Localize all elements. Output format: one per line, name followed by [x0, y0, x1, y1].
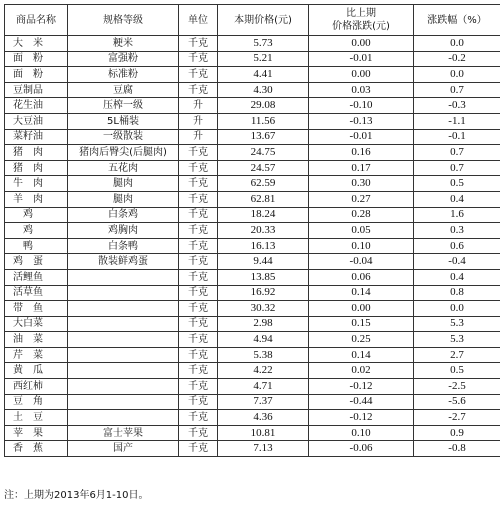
- cell-name: 油 菜: [5, 332, 68, 348]
- cell-name: 大白菜: [5, 316, 68, 332]
- table-row: [5, 254, 500, 270]
- cell-spec: 富士苹果: [68, 425, 179, 441]
- cell-spec: [68, 410, 179, 426]
- cell-pct: -0.2: [414, 51, 500, 67]
- cell-spec: 标准粉: [68, 67, 179, 83]
- table-header-row: [5, 5, 500, 36]
- cell-unit: 千克: [179, 160, 218, 176]
- cell-price: 18.24: [218, 207, 309, 223]
- cell-name: 苹 果: [5, 425, 68, 441]
- cell-change: 0.27: [309, 191, 414, 207]
- cell-spec: 粳米: [68, 36, 179, 52]
- table-row: [5, 160, 500, 176]
- cell-price: 5.21: [218, 51, 309, 67]
- cell-spec: 富强粉: [68, 51, 179, 67]
- cell-price: 29.08: [218, 98, 309, 114]
- cell-change: 0.28: [309, 207, 414, 223]
- cell-unit: 千克: [179, 36, 218, 52]
- cell-pct: -0.4: [414, 254, 500, 270]
- cell-change: 0.02: [309, 363, 414, 379]
- cell-price: 20.33: [218, 223, 309, 239]
- cell-spec: 散装鲜鸡蛋: [68, 254, 179, 270]
- cell-pct: 0.7: [414, 160, 500, 176]
- cell-pct: 0.5: [414, 176, 500, 192]
- cell-spec: 5L桶装: [68, 113, 179, 129]
- cell-price: 4.22: [218, 363, 309, 379]
- cell-pct: -1.1: [414, 113, 500, 129]
- cell-price: 7.37: [218, 394, 309, 410]
- cell-spec: [68, 347, 179, 363]
- cell-spec: [68, 316, 179, 332]
- cell-unit: 千克: [179, 254, 218, 270]
- cell-unit: 千克: [179, 316, 218, 332]
- cell-change: 0.25: [309, 332, 414, 348]
- cell-name: 鸭: [5, 238, 68, 254]
- cell-pct: 0.3: [414, 223, 500, 239]
- cell-unit: 千克: [179, 410, 218, 426]
- cell-pct: 0.6: [414, 238, 500, 254]
- table-row: [5, 129, 500, 145]
- cell-spec: 压榨一级: [68, 98, 179, 114]
- cell-change: 0.00: [309, 36, 414, 52]
- cell-spec: 白条鸭: [68, 238, 179, 254]
- cell-name: 面 粉: [5, 51, 68, 67]
- cell-unit: 千克: [179, 51, 218, 67]
- cell-pct: 5.3: [414, 332, 500, 348]
- cell-change: 0.17: [309, 160, 414, 176]
- cell-name: 猪 肉: [5, 145, 68, 161]
- header-price: 本期价格(元): [218, 5, 309, 36]
- table-row: [5, 51, 500, 67]
- header-change-line2: 价格涨跌(元): [332, 21, 390, 32]
- cell-spec: [68, 379, 179, 395]
- cell-pct: 0.0: [414, 36, 500, 52]
- cell-pct: -5.6: [414, 394, 500, 410]
- table-row: [5, 347, 500, 363]
- cell-unit: 千克: [179, 425, 218, 441]
- cell-change: 0.10: [309, 425, 414, 441]
- cell-price: 7.13: [218, 441, 309, 457]
- cell-change: -0.04: [309, 254, 414, 270]
- table-row: [5, 379, 500, 395]
- table-row: [5, 36, 500, 52]
- cell-unit: 千克: [179, 441, 218, 457]
- cell-change: 0.16: [309, 145, 414, 161]
- cell-change: 0.00: [309, 67, 414, 83]
- cell-spec: 一级散装: [68, 129, 179, 145]
- cell-unit: 升: [179, 113, 218, 129]
- cell-name: 西红柿: [5, 379, 68, 395]
- cell-unit: 千克: [179, 332, 218, 348]
- header-unit: 单位: [179, 5, 218, 36]
- cell-unit: 千克: [179, 269, 218, 285]
- cell-pct: 0.0: [414, 67, 500, 83]
- cell-name: 大 米: [5, 36, 68, 52]
- cell-unit: 千克: [179, 176, 218, 192]
- cell-change: 0.10: [309, 238, 414, 254]
- cell-price: 4.41: [218, 67, 309, 83]
- cell-unit: 升: [179, 129, 218, 145]
- cell-price: 5.38: [218, 347, 309, 363]
- cell-pct: 0.9: [414, 425, 500, 441]
- cell-price: 2.98: [218, 316, 309, 332]
- cell-name: 牛 肉: [5, 176, 68, 192]
- table-row: [5, 191, 500, 207]
- cell-spec: [68, 332, 179, 348]
- cell-pct: 0.5: [414, 363, 500, 379]
- cell-spec: [68, 363, 179, 379]
- price-table: [4, 4, 500, 457]
- table-row: [5, 363, 500, 379]
- cell-price: 30.32: [218, 301, 309, 317]
- cell-change: 0.06: [309, 269, 414, 285]
- cell-spec: [68, 269, 179, 285]
- cell-spec: 五花肉: [68, 160, 179, 176]
- cell-name: 猪 肉: [5, 160, 68, 176]
- header-change: [309, 5, 414, 36]
- cell-name: 带 鱼: [5, 301, 68, 317]
- cell-pct: 0.7: [414, 82, 500, 98]
- cell-spec: 腿肉: [68, 176, 179, 192]
- cell-pct: 5.3: [414, 316, 500, 332]
- cell-price: 4.71: [218, 379, 309, 395]
- cell-price: 4.30: [218, 82, 309, 98]
- cell-unit: 千克: [179, 394, 218, 410]
- table-row: [5, 238, 500, 254]
- cell-name: 鸡: [5, 223, 68, 239]
- cell-price: 4.94: [218, 332, 309, 348]
- cell-spec: [68, 394, 179, 410]
- cell-name: 豆制品: [5, 82, 68, 98]
- cell-pct: 0.7: [414, 145, 500, 161]
- cell-spec: 豆腐: [68, 82, 179, 98]
- cell-pct: -0.1: [414, 129, 500, 145]
- cell-name: 土 豆: [5, 410, 68, 426]
- table-row: [5, 316, 500, 332]
- cell-pct: 2.7: [414, 347, 500, 363]
- header-spec: 规格等级: [68, 5, 179, 36]
- cell-change: -0.12: [309, 379, 414, 395]
- cell-name: 活鲤鱼: [5, 269, 68, 285]
- cell-pct: -2.7: [414, 410, 500, 426]
- cell-unit: 千克: [179, 347, 218, 363]
- cell-unit: 升: [179, 98, 218, 114]
- cell-change: 0.05: [309, 223, 414, 239]
- cell-unit: 千克: [179, 238, 218, 254]
- table-body: [5, 36, 500, 457]
- cell-pct: 0.0: [414, 301, 500, 317]
- cell-price: 13.67: [218, 129, 309, 145]
- table-row: [5, 269, 500, 285]
- cell-pct: -0.3: [414, 98, 500, 114]
- cell-price: 9.44: [218, 254, 309, 270]
- cell-price: 4.36: [218, 410, 309, 426]
- cell-price: 5.73: [218, 36, 309, 52]
- table-row: [5, 223, 500, 239]
- table-row: [5, 207, 500, 223]
- cell-unit: 千克: [179, 223, 218, 239]
- cell-name: 芹 菜: [5, 347, 68, 363]
- cell-change: 0.00: [309, 301, 414, 317]
- cell-price: 62.81: [218, 191, 309, 207]
- cell-change: -0.10: [309, 98, 414, 114]
- cell-pct: -0.8: [414, 441, 500, 457]
- cell-pct: 1.6: [414, 207, 500, 223]
- table-row: [5, 425, 500, 441]
- table-row: [5, 441, 500, 457]
- cell-price: 11.56: [218, 113, 309, 129]
- cell-spec: 国产: [68, 441, 179, 457]
- table-row: [5, 332, 500, 348]
- header-name: 商品名称: [5, 5, 68, 36]
- table-row: [5, 98, 500, 114]
- cell-price: 13.85: [218, 269, 309, 285]
- cell-change: -0.13: [309, 113, 414, 129]
- cell-spec: 猪肉后臀尖(后腿肉): [68, 145, 179, 161]
- cell-name: 羊 肉: [5, 191, 68, 207]
- cell-unit: 千克: [179, 67, 218, 83]
- table-row: [5, 394, 500, 410]
- cell-pct: 0.4: [414, 269, 500, 285]
- cell-spec: 鸡胸肉: [68, 223, 179, 239]
- cell-name: 活草鱼: [5, 285, 68, 301]
- cell-name: 菜籽油: [5, 129, 68, 145]
- cell-name: 面 粉: [5, 67, 68, 83]
- table-row: [5, 113, 500, 129]
- cell-price: 24.57: [218, 160, 309, 176]
- cell-unit: 千克: [179, 301, 218, 317]
- header-pct: 涨跌幅（%）: [414, 5, 500, 36]
- cell-price: 62.59: [218, 176, 309, 192]
- cell-name: 豆 角: [5, 394, 68, 410]
- cell-price: 10.81: [218, 425, 309, 441]
- cell-price: 16.92: [218, 285, 309, 301]
- table-row: [5, 176, 500, 192]
- cell-change: 0.14: [309, 285, 414, 301]
- cell-name: 香 蕉: [5, 441, 68, 457]
- cell-unit: 千克: [179, 191, 218, 207]
- cell-name: 黄 瓜: [5, 363, 68, 379]
- cell-pct: 0.8: [414, 285, 500, 301]
- cell-price: 16.13: [218, 238, 309, 254]
- cell-name: 花生油: [5, 98, 68, 114]
- table-row: [5, 145, 500, 161]
- cell-change: -0.01: [309, 129, 414, 145]
- cell-change: 0.14: [309, 347, 414, 363]
- cell-change: -0.06: [309, 441, 414, 457]
- cell-name: 鸡: [5, 207, 68, 223]
- cell-spec: [68, 301, 179, 317]
- table-row: [5, 82, 500, 98]
- footnote: 注：上期为2013年6月1-10日。: [4, 490, 149, 501]
- table-row: [5, 301, 500, 317]
- cell-name: 大豆油: [5, 113, 68, 129]
- table-row: [5, 410, 500, 426]
- cell-pct: 0.4: [414, 191, 500, 207]
- cell-spec: [68, 285, 179, 301]
- cell-unit: 千克: [179, 82, 218, 98]
- cell-change: -0.01: [309, 51, 414, 67]
- cell-name: 鸡 蛋: [5, 254, 68, 270]
- table-row: [5, 67, 500, 83]
- cell-unit: 千克: [179, 285, 218, 301]
- cell-change: 0.15: [309, 316, 414, 332]
- cell-change: 0.03: [309, 82, 414, 98]
- cell-unit: 千克: [179, 379, 218, 395]
- cell-unit: 千克: [179, 207, 218, 223]
- cell-change: -0.44: [309, 394, 414, 410]
- cell-pct: -2.5: [414, 379, 500, 395]
- cell-change: -0.12: [309, 410, 414, 426]
- table-row: [5, 285, 500, 301]
- cell-unit: 千克: [179, 145, 218, 161]
- cell-spec: 腿肉: [68, 191, 179, 207]
- header-change-line1: 比上期: [346, 8, 376, 19]
- cell-spec: 白条鸡: [68, 207, 179, 223]
- cell-price: 24.75: [218, 145, 309, 161]
- cell-change: 0.30: [309, 176, 414, 192]
- cell-unit: 千克: [179, 363, 218, 379]
